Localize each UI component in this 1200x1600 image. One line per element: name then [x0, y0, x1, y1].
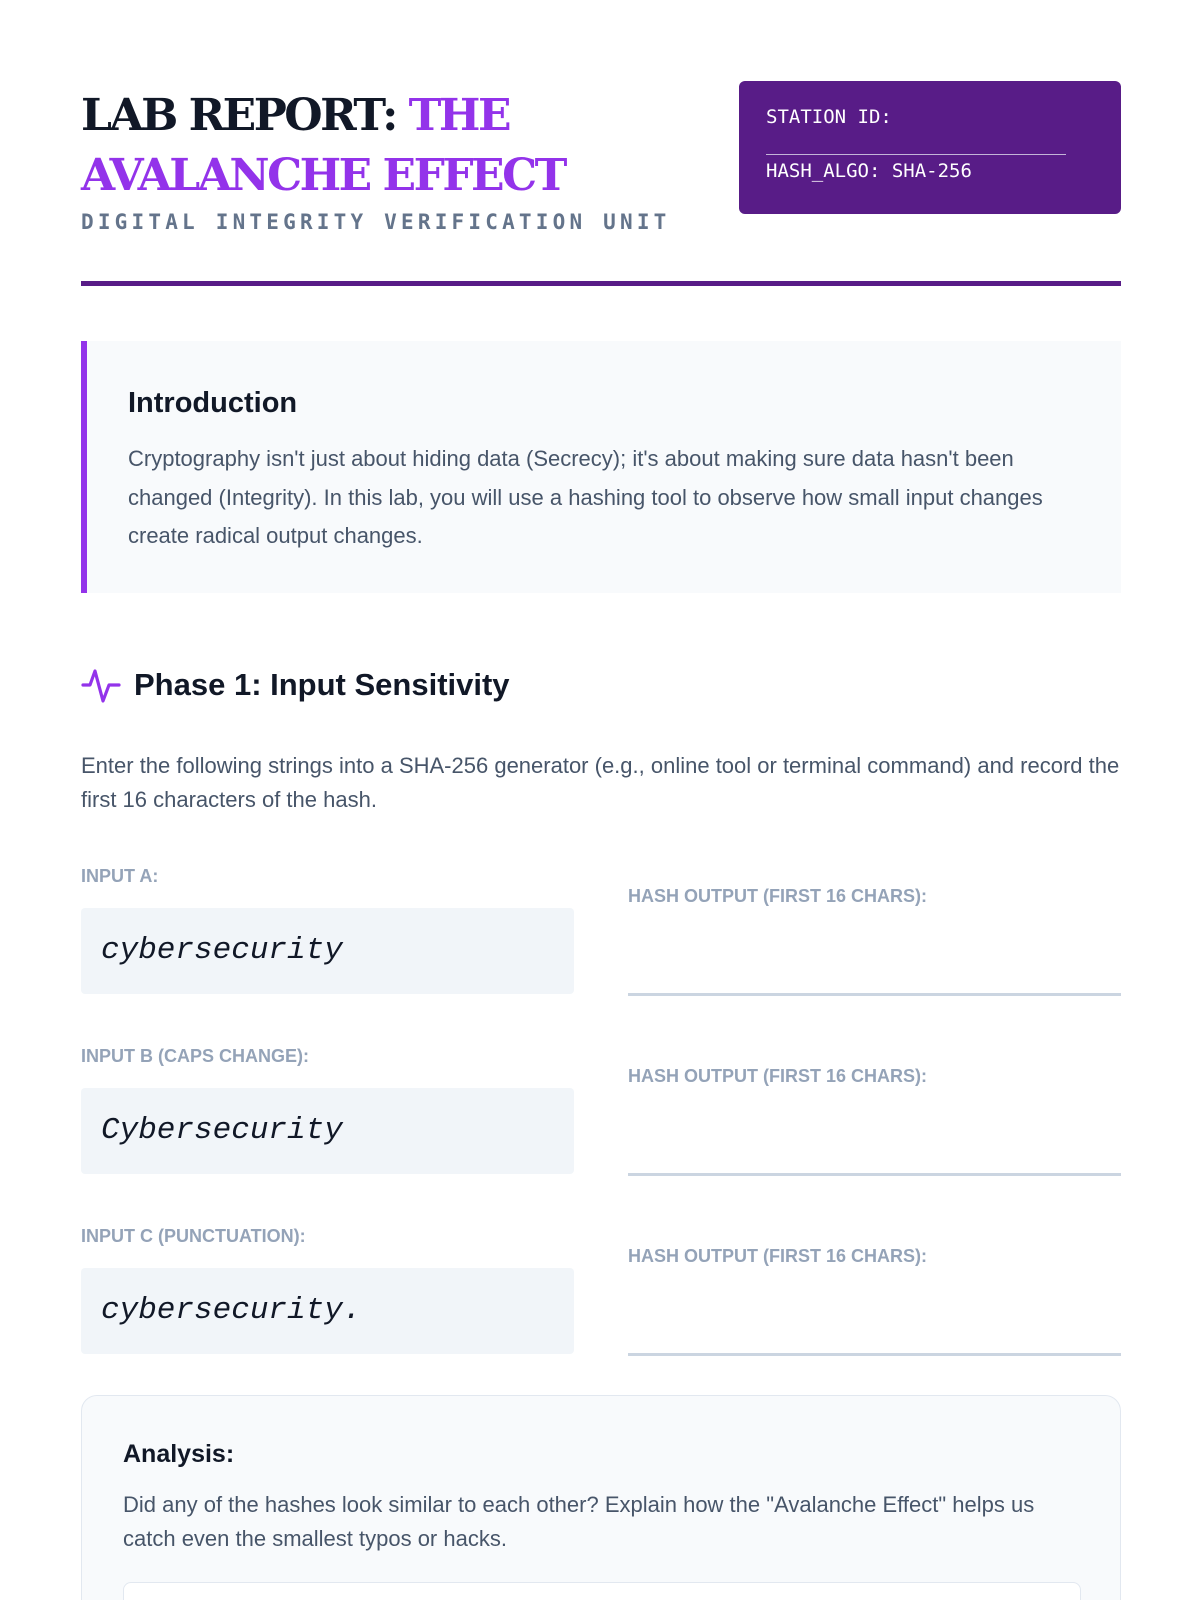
page-title: [81, 86, 701, 206]
input-b-value-box: [81, 1088, 574, 1174]
station-id-label: STATION ID:: [766, 106, 892, 128]
input-b-label: INPUT B (CAPS CHANGE):: [81, 1046, 309, 1066]
analysis-question: Did any of the hashes look similar to each other? Explain how the "Avalanche Effect" helps us catch even the smallest typos or hacks.: [123, 1492, 1035, 1551]
title-accent-line2: AVALANCHE EFFECT: [81, 150, 565, 201]
intro-heading: Introduction: [128, 387, 298, 419]
phase1-title: Phase 1: Input Sensitivity: [134, 667, 510, 702]
input-c-label: INPUT C (PUNCTUATION):: [81, 1226, 306, 1246]
input-row-a: [81, 866, 1121, 1006]
input-a-label: INPUT A:: [81, 866, 159, 886]
station-card: [739, 81, 1121, 214]
analysis-heading: Analysis:: [123, 1440, 235, 1468]
input-row-b: [81, 1046, 1121, 1186]
analysis-card: [81, 1395, 1121, 1600]
hash-algo-label: HASH_ALGO: SHA-256: [766, 160, 972, 182]
analysis-answer-field[interactable]: [123, 1582, 1081, 1600]
input-c-value-box: [81, 1268, 574, 1354]
hash-output-a-label: HASH OUTPUT (FIRST 16 CHARS):: [628, 886, 928, 906]
station-id-fill-line[interactable]: [766, 154, 1066, 155]
lab-report-page: [81, 0, 1121, 1600]
input-a-value: cybersecurity: [101, 933, 343, 968]
hash-output-c-label: HASH OUTPUT (FIRST 16 CHARS):: [628, 1246, 928, 1266]
hash-output-b-field[interactable]: [628, 1173, 1121, 1176]
title-accent-line1: THE: [408, 90, 509, 141]
intro-callout: [81, 341, 1121, 593]
phase1-description: Enter the following strings into a SHA-256 generator (e.g., online tool or terminal command) and record the first 16 characters of the hash.: [81, 753, 1120, 812]
activity-pulse-icon: [81, 665, 121, 705]
hash-output-c-field[interactable]: [628, 1353, 1121, 1356]
input-a-value-box: [81, 908, 574, 994]
input-b-value: Cybersecurity: [101, 1113, 343, 1148]
input-row-c: [81, 1226, 1121, 1366]
hash-output-a-field[interactable]: [628, 993, 1121, 996]
page-subtitle: DIGITAL INTEGRITY VERIFICATION UNIT: [81, 210, 671, 234]
title-prefix: LAB REPORT:: [81, 90, 409, 141]
hash-output-b-label: HASH OUTPUT (FIRST 16 CHARS):: [628, 1066, 928, 1086]
input-c-value: cybersecurity.: [101, 1293, 362, 1328]
header-divider: [81, 281, 1121, 286]
intro-body: Cryptography isn't just about hiding data (Secrecy); it's about making sure data hasn't been changed (Integrity). In this lab, you will use a hashing tool to observe how small input changes create radical output changes.: [128, 446, 1043, 548]
